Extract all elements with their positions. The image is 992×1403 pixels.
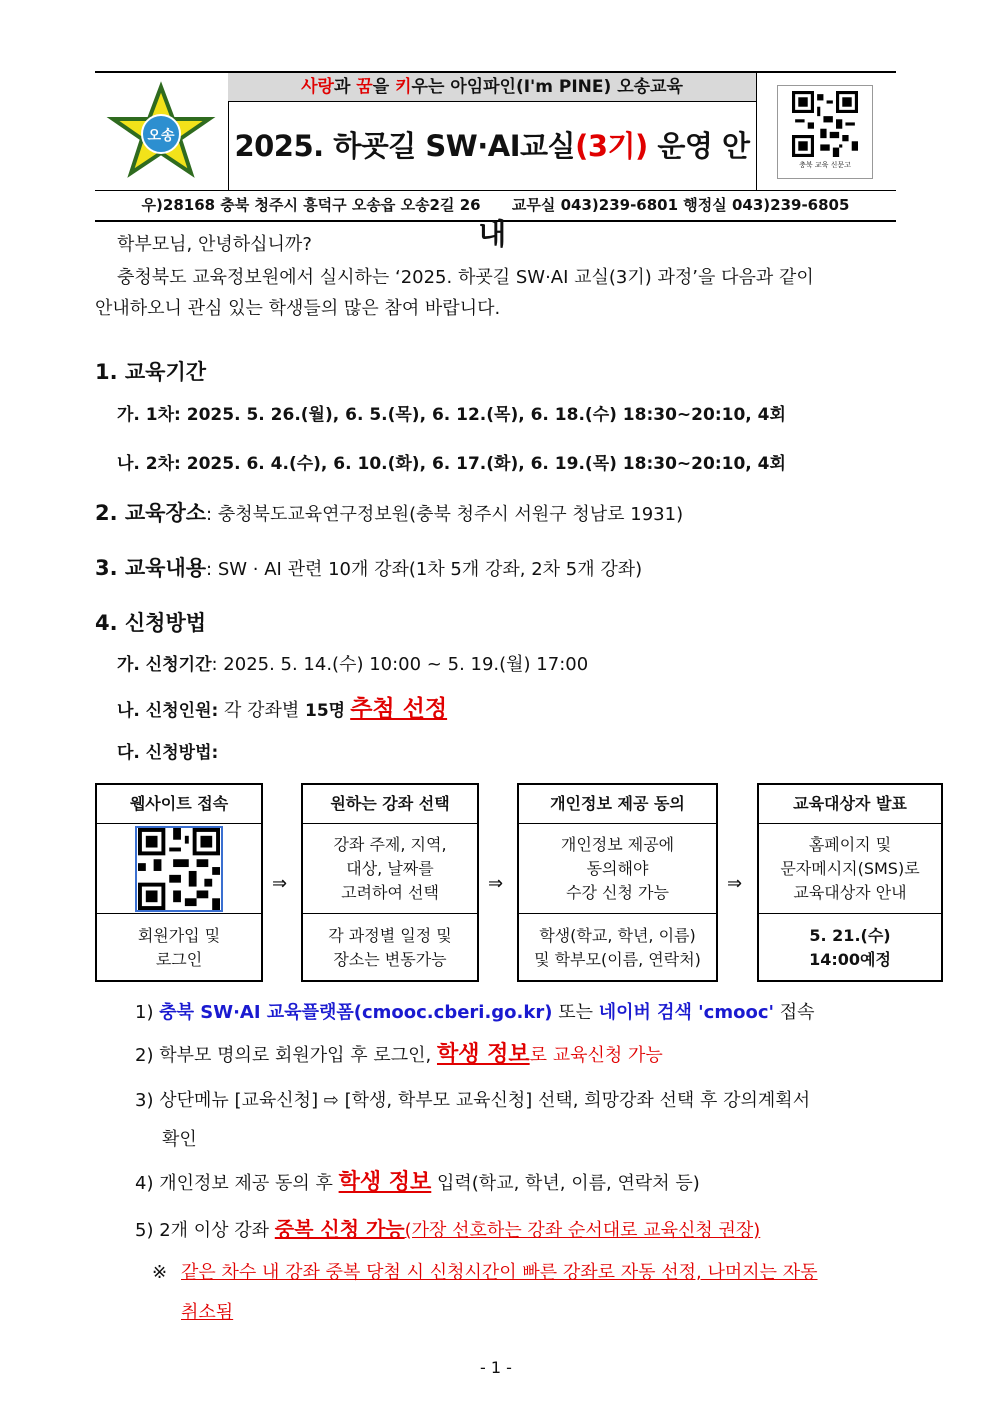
flow-step-desc: 개인정보 제공에 동의해야 수강 신청 가능 [519, 824, 716, 914]
qr-frame [777, 85, 873, 179]
note-line-2: 취소됨 [181, 1302, 234, 1323]
flow-step-note: 각 과정별 일정 및 장소는 변동가능 [328, 925, 452, 969]
schedule-round-1: 가. 1차: 2025. 5. 26.(월), 6. 5.(목), 6. 12.(목), 6. 18.(수) 18:30~20:10, 4회 [117, 405, 786, 425]
flow-arrow: ⇒ [272, 873, 288, 894]
schedule-round-2: 나. 2차: 2025. 6. 4.(수), 6. 10.(화), 6. 17.(화), 6. 19.(목) 18:30~20:10, 4회 [117, 454, 786, 474]
flow-step-note: 학생(학교, 학년, 이름) 및 학부모(이름, 연락처) [534, 925, 701, 969]
qr-code-icon [135, 826, 223, 912]
flow-arrow: ⇒ [488, 873, 504, 894]
platform-name: 충북 SW·AI 교육플랫폼(cmooc.cberi.go.kr) [159, 1002, 553, 1023]
section-3-title: 3. 교육내용 [95, 556, 207, 580]
flow-step-desc: 강좌 주제, 지역, 대상, 날짜를 고려하여 선택 [303, 824, 477, 914]
flow-step-consent [517, 783, 718, 982]
flow-step-title: 웹사이트 접속 [97, 785, 261, 824]
flow-step-announcement [757, 783, 943, 982]
flow-step-title: 원하는 강좌 선택 [303, 785, 477, 824]
intro-line-3: 안내하오니 관심 있는 학생들의 많은 참여 바랍니다. [95, 298, 501, 319]
page-title: 2025. 하굣길 SW·AI교실(3기) 운영 안내 [234, 129, 750, 251]
step-4: 4) 개인정보 제공 동의 후 학생 정보 입력(학교, 학년, 이름, 연락처 등) [135, 1170, 700, 1195]
section-2-text: : 충청북도교육연구정보원(충북 청주시 서원구 청남로 1931) [206, 504, 684, 525]
school-slogan: 사랑과 꿈을 키우는 아임파인(I'm PINE) 오송교육 [228, 73, 756, 102]
flow-step-website [95, 783, 263, 982]
section-2-title: 2. 교육장소 [95, 501, 207, 525]
step-3: 3) 상단메뉴 [교육신청] ⇨ [학생, 학부모 교육신청] 선택, 희망강좌 선택 후 강의계획서 [135, 1090, 811, 1111]
step-1: 1) 충북 SW·AI 교육플랫폼(cmooc.cberi.go.kr) 또는 네이버 검색 'cmooc' 접속 [135, 1002, 815, 1023]
school-address: 우)28168 충북 청주시 흥덕구 오송읍 오송2길 26 교무실 043)239-6801 행정실 043)239-6805 [141, 196, 850, 214]
qr-caption: 충북 교육 신문고 [799, 161, 851, 169]
step-3-cont: 확인 [162, 1129, 197, 1150]
flow-arrow: ⇒ [727, 873, 743, 894]
flow-step-desc: 홈페이지 및 문자메시지(SMS)로 교육대상자 안내 [759, 824, 941, 914]
flow-step-note: 5. 21.(수) 14:00예정 [809, 925, 891, 969]
flow-step-title: 교육대상자 발표 [759, 785, 941, 824]
section-4-title: 4. 신청방법 [95, 611, 207, 635]
note-mark: ※ [152, 1262, 168, 1283]
star-emblem-icon [95, 73, 228, 190]
sinmungo-qr[interactable] [757, 73, 896, 190]
flow-step-note: 회원가입 및 로그인 [137, 925, 221, 969]
section-1-title: 1. 교육기간 [95, 360, 207, 384]
page-number: - 1 - [480, 1358, 512, 1377]
intro-line-2: 충청북도 교육정보원에서 실시하는 ‘2025. 하굣길 SW·AI 교실(3기) 과정’을 다음과 같이 [117, 267, 814, 288]
school-logo [95, 73, 229, 190]
lottery-selection: 추첨 선정 [350, 696, 448, 722]
section-3 [95, 552, 642, 585]
note-line-1: 같은 차수 내 강좌 중복 당첨 시 신청시간이 빠른 강좌로 자동 선정, 나머지는 자동 [181, 1262, 818, 1283]
naver-search: 네이버 검색 'cmooc' [598, 1002, 775, 1023]
greeting: 학부모님, 안녕하십니까? [117, 234, 312, 255]
step-5: 5) 2개 이상 강좌 중복 신청 가능(가장 선호하는 강좌 순서대로 교육신청 권장) [135, 1217, 761, 1241]
flow-step-course [301, 783, 479, 982]
section-3-text: : SW · AI 관련 10개 강좌(1차 5개 강좌, 2차 5개 강좌) [206, 559, 643, 580]
application-method-label: 다. 신청방법: [117, 743, 219, 763]
section-2 [95, 497, 683, 530]
qr-code-icon [787, 91, 863, 157]
application-quota: 나. 신청인원: 각 강좌별 15명 추첨 선정 [117, 696, 448, 722]
flow-step-qr[interactable] [97, 824, 261, 914]
application-period: 가. 신청기간: 2025. 5. 14.(수) 10:00 ~ 5. 19.(월) 17:00 [117, 654, 589, 675]
step-2: 2) 학부모 명의로 회원가입 후 로그인, 학생 정보로 교육신청 가능 [135, 1042, 663, 1067]
logo-text: 오송 [147, 128, 175, 144]
flow-step-title: 개인정보 제공 동의 [519, 785, 716, 824]
